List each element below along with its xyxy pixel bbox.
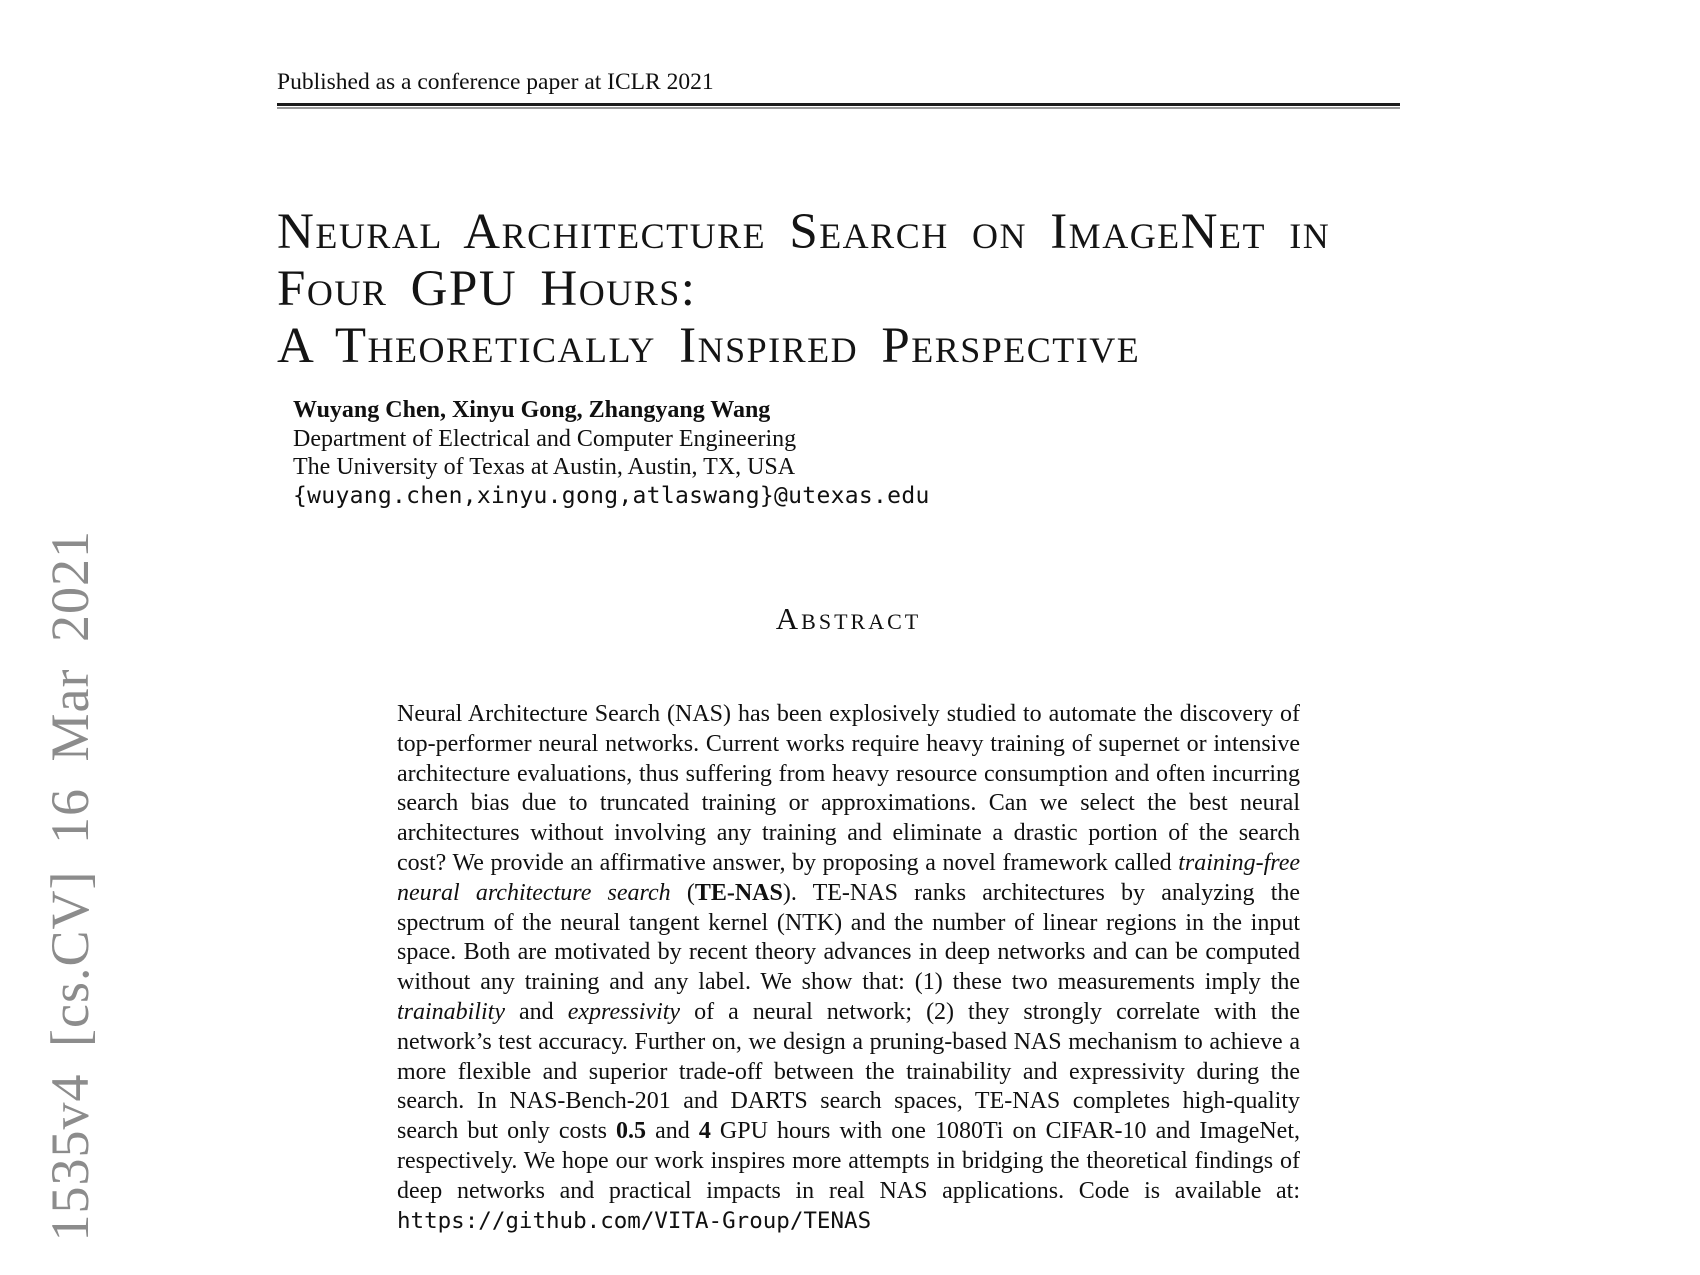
publication-note: Published as a conference paper at ICLR 2021 xyxy=(277,69,714,95)
abstract-text-segment-bold: 4 xyxy=(698,1118,711,1145)
paper-title xyxy=(277,204,1330,375)
author-block xyxy=(293,396,930,510)
arxiv-stamp: 1535v4 [cs.CV] 16 Mar 2021 xyxy=(40,530,100,1242)
abstract-text-segment-italic: training-free neural architecture search xyxy=(397,849,1300,906)
author-emails: {wuyang.chen,xinyu.gong,atlaswang}@utexas.edu xyxy=(293,482,930,509)
author-affiliation-department: Department of Electrical and Computer Engineering xyxy=(293,425,797,452)
abstract-text-segment-bold: TE-NAS xyxy=(694,879,783,906)
code-repository-link[interactable]: https://github.com/VITA-Group/TENAS xyxy=(397,1207,872,1234)
abstract-text-segment: ( xyxy=(670,879,695,906)
abstract-text-segment: GPU hours with one 1080Ti on CIFAR-10 and ImageNet, respectively. We hope our work inspires more attempts in bridging the theoretical findings of deep networks and practical impacts in real NAS applications. Code is available at: xyxy=(397,1118,1300,1204)
author-names: Wuyang Chen, Xinyu Gong, Zhangyang Wang xyxy=(293,397,771,423)
abstract-text-segment-bold: 0.5 xyxy=(616,1118,646,1145)
header-rule xyxy=(277,103,1400,109)
paper-title-line-2: Four GPU Hours: xyxy=(277,261,697,317)
paper-title-line-1: Neural Architecture Search on ImageNet in xyxy=(277,204,1331,260)
abstract-text-segment: Neural Architecture Search (NAS) has been explosively studied to automate the discovery of top-performer neural networks. Current works require heavy training of supernet or intensive architecture evaluations, thus suffering from heavy resource consumption and often incurring search bias due to truncated training or approximations. Can we select the best neural architectures without involving any training and eliminate a drastic portion of the search cost? We provide an affirmative answer, by proposing a novel framework called xyxy=(397,701,1300,876)
abstract-text-segment: and xyxy=(505,998,568,1025)
abstract-text-segment-italic: expressivity xyxy=(567,998,681,1025)
paper-title-line-3: A Theoretically Inspired Perspective xyxy=(277,318,1141,374)
abstract-text-segment: ). TE-NAS ranks architectures by analyzing the spectrum of the neural tangent kernel (NTK) and the number of linear regions in the input space. Both are motivated by recent theory advances in deep networks and can be computed without any training and any label. We show that: (1) these two measurements imply the xyxy=(397,879,1301,996)
abstract-heading: Abstract xyxy=(775,601,922,636)
abstract-paragraph xyxy=(397,700,1300,1236)
author-affiliation-university: The University of Texas at Austin, Austin, TX, USA xyxy=(293,454,796,480)
arxiv-margin-strip xyxy=(38,530,108,1275)
abstract-text-segment: and xyxy=(646,1118,699,1145)
abstract-text-segment: of a neural network; (2) they strongly correlate with the network’s test accuracy. Further on, we design a pruning-based NAS mechanism to achieve a more flexible and superior trade-off between the trainability and expressivity during the search. In NAS-Bench-201 and DARTS search spaces, TE-NAS completes high-quality search but only costs xyxy=(397,998,1301,1145)
abstract-text-segment-italic: trainability xyxy=(397,998,505,1025)
